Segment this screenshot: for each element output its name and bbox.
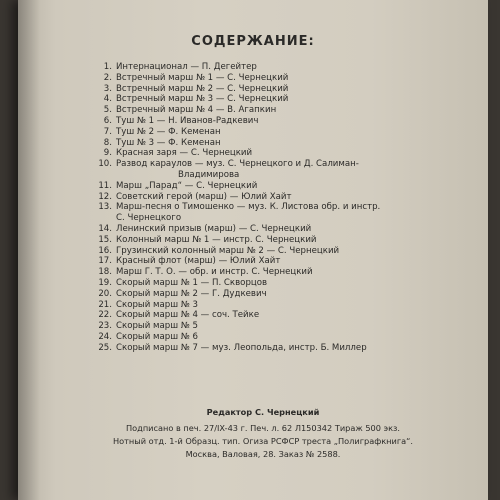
toc-item: [90, 278, 450, 289]
toc-item-text: Скорый марш № 6: [116, 331, 198, 342]
toc-item-number: 25.: [98, 342, 112, 353]
toc-item-number: 12.: [98, 191, 112, 202]
toc-item: [90, 332, 450, 343]
toc-item-text: Встречный марш № 4 — В. Агапкин: [116, 105, 277, 116]
toc-item-number: 8.: [103, 137, 112, 148]
toc-item-text: Интернационал — П. Дегейтер: [116, 62, 257, 72]
toc-item: [90, 235, 450, 246]
toc-item-number: 23.: [98, 321, 112, 332]
toc-item-text: Марш „Парад“ — С. Чернецкий: [116, 180, 258, 191]
toc-item: [90, 94, 450, 105]
page-title: СОДЕРЖАНИЕ:: [191, 34, 315, 49]
document-page: [18, 0, 488, 500]
imprint-line-address: Москва, Валовая, 28. Заказ № 2588.: [185, 449, 341, 459]
toc-item-text: Красный флот (марш) — Юлий Хайт: [116, 256, 281, 267]
toc-item: [90, 84, 450, 95]
toc-item-text: Встречный марш № 2 — С. Чернецкий: [116, 83, 289, 94]
toc-item: [90, 224, 450, 235]
toc-item: [90, 159, 450, 170]
toc-item-number: 21.: [98, 299, 112, 310]
toc-item-number: 6.: [103, 115, 112, 126]
toc-item-number: 1.: [103, 62, 112, 72]
toc-item: [90, 289, 450, 300]
toc-item: [90, 256, 450, 267]
toc-item-text: Встречный марш № 3 — С. Чернецкий: [116, 94, 289, 105]
toc-item-text: Скорый марш № 1 — П. Скворцов: [116, 277, 268, 288]
toc-item-number: 4.: [103, 94, 112, 105]
toc-item: [90, 148, 450, 159]
toc-item: [90, 300, 450, 311]
toc-item-number: 16.: [98, 245, 112, 256]
toc-item-text: Марш Г. Т. О. — обр. и инстр. С. Чернецкий: [116, 267, 313, 278]
toc-item-number: 13.: [98, 202, 112, 213]
toc-item-text: Встречный марш № 1 — С. Чернецкий: [116, 72, 289, 83]
toc-item-number: 9.: [103, 148, 112, 159]
toc-item-text: Скорый марш № 7 — муз. Леопольда, инстр. Б. Миллер: [116, 342, 367, 353]
toc-item-number: 22.: [98, 310, 112, 321]
toc-item-text: Скорый марш № 2 — Г. Дудкевич: [116, 288, 267, 299]
toc-item-number: 17.: [98, 256, 112, 267]
toc-item-text: Красная заря — С. Чернецкий: [116, 148, 253, 159]
toc-item-number: 18.: [98, 267, 112, 278]
toc-item-number: 19.: [98, 277, 112, 288]
toc-item: [90, 246, 450, 257]
toc-item-text: Туш № 3 — Ф. Кеменан: [116, 137, 221, 148]
toc-item: [90, 62, 450, 73]
toc-item: [90, 116, 450, 127]
toc-item: [90, 343, 450, 354]
toc-item-text: Советский герой (марш) — Юлий Хайт: [116, 191, 292, 202]
imprint-line-print: Подписано в печ. 27/IX-43 г. Печ. л. 62 Л150342 Тираж 500 экз.: [126, 423, 400, 433]
toc-item: [90, 192, 450, 203]
toc-item-number: 11.: [98, 180, 112, 191]
toc-item: [90, 310, 450, 321]
toc-item-number: 20.: [98, 288, 112, 299]
toc-item-number: 15.: [98, 234, 112, 245]
imprint-footer: [58, 406, 468, 461]
toc-item: [90, 127, 450, 138]
toc-item-number: 10.: [98, 159, 112, 170]
toc-item: [90, 138, 450, 149]
toc-item-text: Марш-песня о Тимошенко — муз. К. Листова обр. и инстр.: [116, 202, 381, 213]
toc-item: [90, 321, 450, 332]
toc-item-number: 5.: [103, 105, 112, 116]
toc-item-number: 2.: [103, 72, 112, 83]
toc-item: [90, 181, 450, 192]
toc-item-number: 24.: [98, 331, 112, 342]
imprint-line-printer: Нотный отд. 1-й Образц. тип. Огиза РСФСР треста „Полиграфкнига“.: [112, 436, 414, 446]
toc-item-text: Колонный марш № 1 — инстр. С. Чернецкий: [116, 234, 317, 245]
toc-item-text: Скорый марш № 4 — соч. Тейке: [116, 310, 260, 321]
toc-item-continuation: Владимирова: [178, 169, 240, 180]
toc-item-text: Скорый марш № 3: [116, 299, 198, 310]
toc-item-number: 7.: [103, 126, 112, 137]
toc-item-text: Туш № 2 — Ф. Кеменан: [116, 126, 221, 137]
toc-item: [90, 105, 450, 116]
toc-item-text: Скорый марш № 5: [116, 321, 198, 332]
toc-item-text: Туш № 1 — Н. Иванов-Радкевич: [116, 115, 259, 126]
toc-item: [90, 73, 450, 84]
toc-item-text: Ленинский призыв (марш) — С. Чернецкий: [116, 223, 312, 234]
toc-item: [90, 202, 450, 213]
toc-item-number: 3.: [103, 83, 112, 94]
toc-item-text: Развод караулов — муз. С. Чернецкого и Д. Салиман-: [116, 159, 359, 170]
editor-credit: Редактор С. Чернецкий: [206, 407, 320, 417]
table-of-contents: [90, 62, 450, 354]
toc-item-continuation: С. Чернецкого: [116, 213, 182, 224]
toc-item-text: Грузинский колонный марш № 2 — С. Чернецкий: [116, 245, 340, 256]
toc-item-number: 14.: [98, 223, 112, 234]
toc-item: [90, 267, 450, 278]
